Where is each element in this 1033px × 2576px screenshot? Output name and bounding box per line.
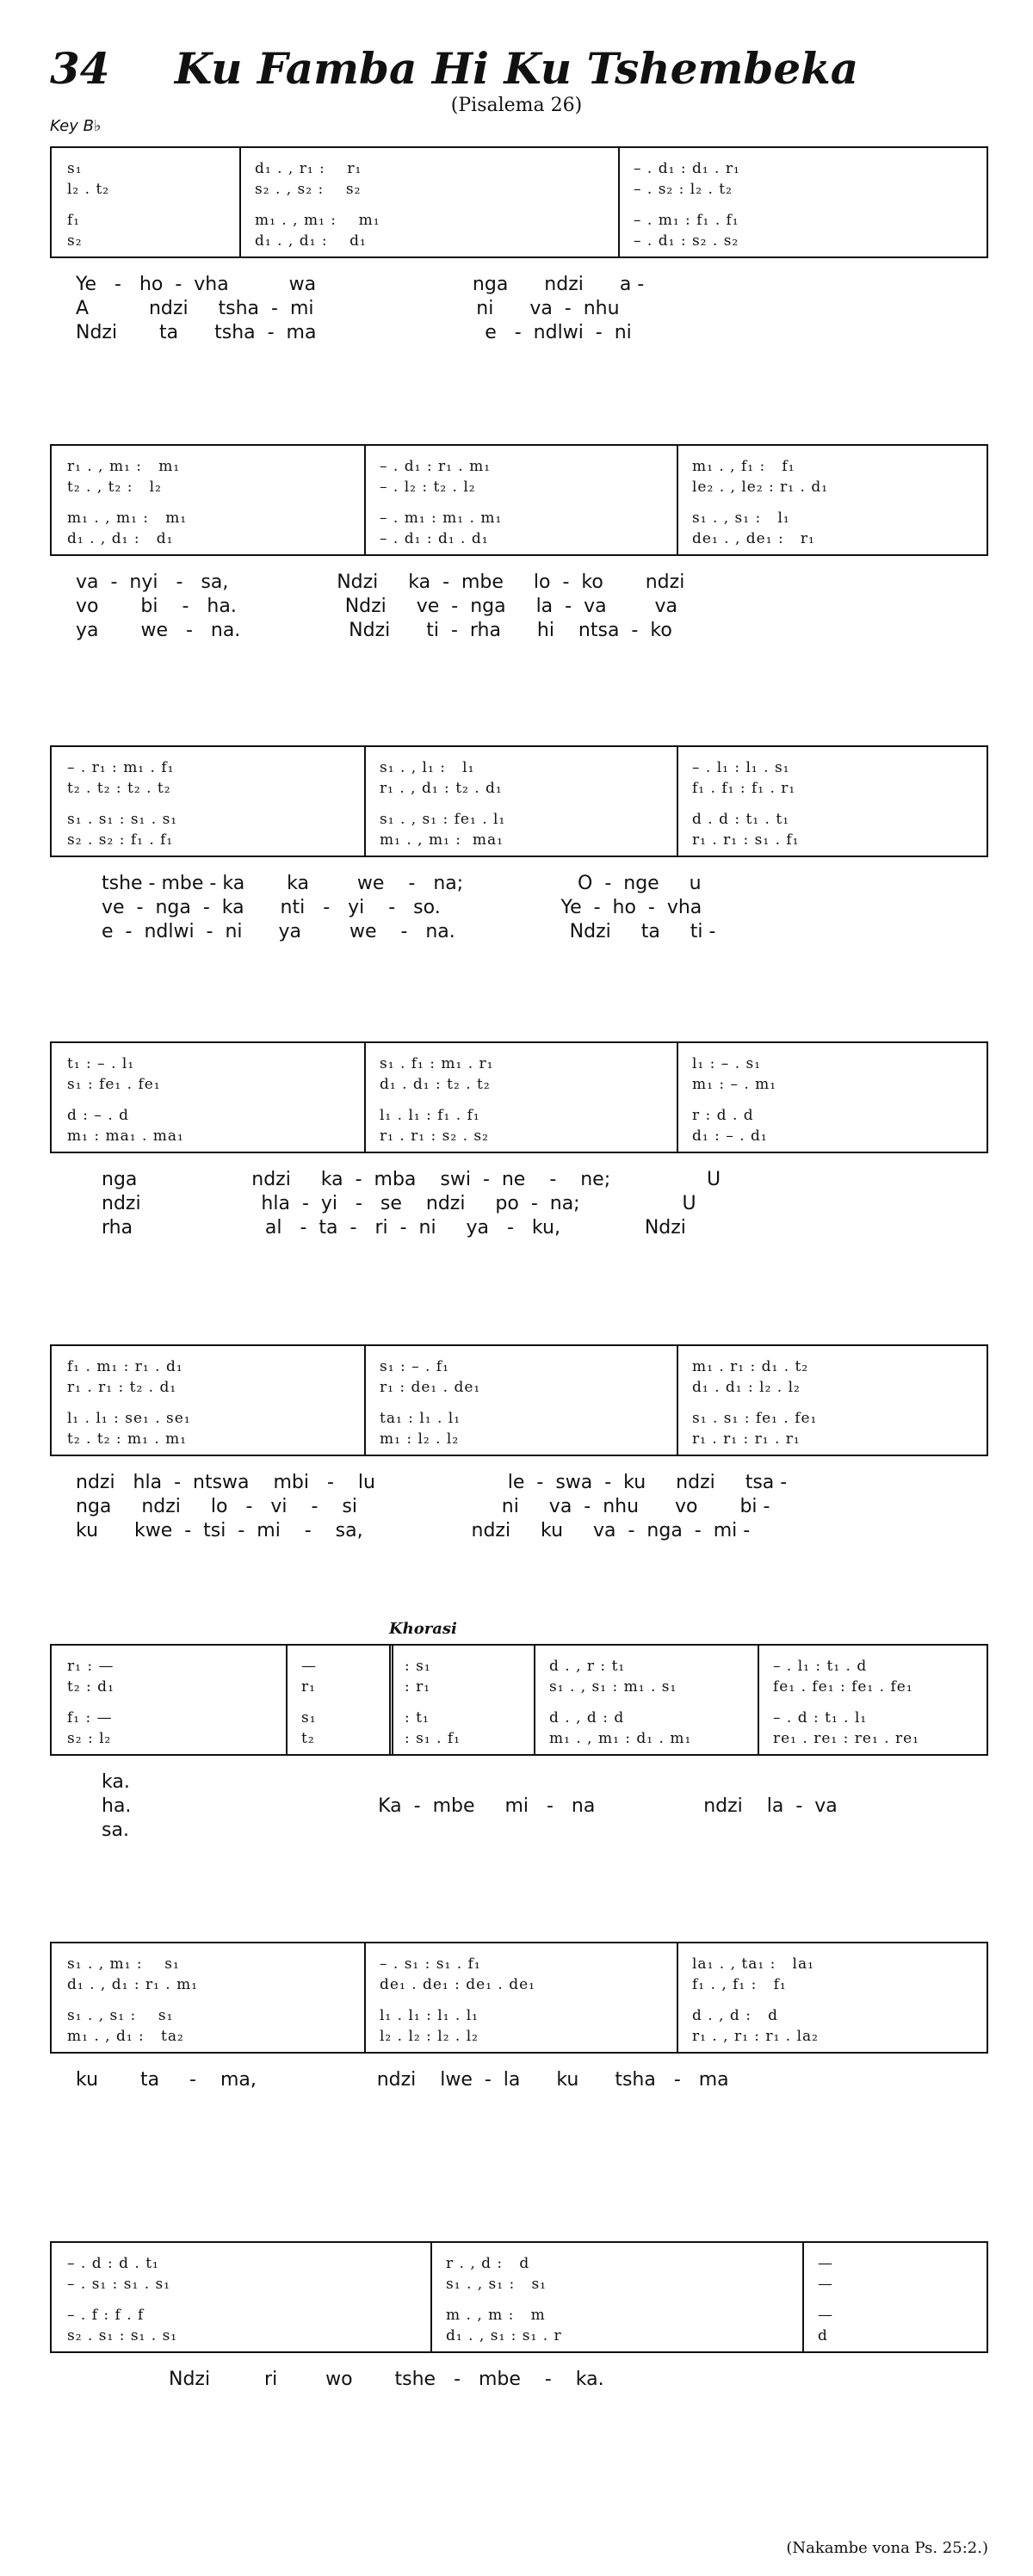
lyric-line: va - nyi - sa, Ndzi ka - mbe lo - ko ndzi <box>76 571 685 593</box>
note-line: d₁ . d₁ : l₂ . l₂ <box>692 1379 801 1396</box>
barline <box>677 446 678 554</box>
note-line: m . , m : m <box>446 2307 546 2324</box>
music-system <box>50 1942 988 2054</box>
note-line: r₁ : — <box>67 1658 114 1675</box>
lyric-line: rha al - ta - ri - ni ya - ku, Ndzi <box>102 1217 686 1239</box>
note-line: — <box>818 2276 833 2293</box>
note-line: m₁ . , m₁ : d₁ . m₁ <box>549 1730 692 1747</box>
note-line: s₂ . , s₂ : s₂ <box>255 181 362 198</box>
barline <box>239 148 241 256</box>
lyric-line: vo bi - ha. Ndzi ve - nga la - va va <box>76 596 678 617</box>
music-system <box>50 1644 988 1756</box>
note-line: – . m₁ : f₁ . f₁ <box>634 212 739 229</box>
lyric-line: sa. <box>102 1819 129 1841</box>
note-line: : t₁ <box>405 1709 430 1727</box>
note-line: s₂ <box>67 232 83 250</box>
barline <box>618 148 620 256</box>
lyric-line: ha. Ka - mbe mi - na ndzi la - va <box>102 1795 838 1817</box>
barline <box>364 1943 366 2052</box>
lyric-line: ndzi hla - ntswa mbi - lu le - swa - ku ndzi tsa - <box>76 1472 788 1493</box>
note-line: r : d . d <box>692 1107 754 1124</box>
note-line: r₁ : de₁ . de₁ <box>380 1379 481 1396</box>
note-line: l₁ : – . s₁ <box>692 1055 762 1072</box>
note-line: la₁ . , ta₁ : la₁ <box>692 1955 814 1973</box>
barline <box>389 1646 393 1754</box>
lyric-line: ku ta - ma, ndzi lwe - la ku tsha - ma <box>76 2069 729 2091</box>
note-line: m₁ : – . m₁ <box>692 1076 777 1093</box>
note-line: l₁ . l₁ : se₁ . se₁ <box>67 1410 191 1427</box>
note-line: m₁ . , m₁ : ma₁ <box>380 831 504 849</box>
key-signature: Key B♭ <box>50 117 102 135</box>
note-line: t₂ . t₂ : m₁ . m₁ <box>67 1430 188 1448</box>
note-line: m₁ : ma₁ . ma₁ <box>67 1127 184 1145</box>
note-line: t₂ . , t₂ : l₂ <box>67 479 162 496</box>
lyric-line: ve - nga - ka nti - yi - so. Ye - ho - vha <box>102 897 702 918</box>
lyric-line: ya we - na. Ndzi ti - rha hi ntsa - ko <box>76 620 672 641</box>
note-line: f₁ : — <box>67 1709 113 1727</box>
barline <box>534 1646 535 1754</box>
barline <box>677 1346 678 1455</box>
note-line: m₁ . , d₁ : ta₂ <box>67 2028 184 2045</box>
note-line: fe₁ . fe₁ : fe₁ . fe₁ <box>773 1678 913 1696</box>
note-line: r₁ <box>301 1678 316 1696</box>
barline <box>677 1043 678 1152</box>
note-line: l₁ . l₁ : f₁ . f₁ <box>380 1107 480 1124</box>
note-line: t₂ : d₁ <box>67 1678 114 1696</box>
note-line: ta₁ : l₁ . l₁ <box>380 1410 461 1427</box>
hymn-title: Ku Famba Hi Ku Tshembeka <box>174 43 859 94</box>
note-line: s₁ . , s₁ : m₁ . s₁ <box>549 1678 677 1696</box>
note-line: s₂ . s₂ : f₁ . f₁ <box>67 831 174 849</box>
note-line: d₁ . , d₁ : d₁ <box>67 530 174 547</box>
lyric-line: Ndzi ta tsha - ma e - ndlwi - ni <box>76 322 632 343</box>
note-line: re₁ . re₁ : re₁ . re₁ <box>773 1730 919 1747</box>
note-line: d <box>818 2327 828 2344</box>
barline <box>677 747 678 856</box>
music-system <box>50 146 988 258</box>
note-line: f₁ <box>67 212 81 229</box>
barline <box>364 1346 366 1455</box>
note-line: m₁ . , m₁ : m₁ <box>67 510 188 527</box>
note-line: d₁ . , s₁ : s₁ . r <box>446 2327 562 2344</box>
note-line: t₁ : – . l₁ <box>67 1055 135 1072</box>
music-system <box>50 2241 988 2353</box>
note-line: : s₁ <box>405 1658 431 1675</box>
lyric-line: A ndzi tsha - mi ni va - nhu <box>76 298 620 319</box>
note-line: – . l₁ : l₁ . s₁ <box>692 759 790 776</box>
note-line: l₁ . l₁ : l₁ . l₁ <box>380 2007 479 2024</box>
note-line: — <box>818 2307 833 2324</box>
barline <box>677 1943 678 2052</box>
note-line: – . s₁ : s₁ . f₁ <box>380 1955 481 1973</box>
note-line: : r₁ <box>405 1678 431 1696</box>
note-line: d . d : t₁ . t₁ <box>692 811 790 828</box>
note-line: s₁ . , s₁ : l₁ <box>692 510 790 527</box>
note-line: r₁ . r₁ : s₂ . s₂ <box>380 1127 489 1145</box>
note-line: f₁ . , f₁ : f₁ <box>692 1976 787 1993</box>
footer-note: (Nakambe vona Ps. 25:2.) <box>786 2539 988 2557</box>
note-line: s₁ . s₁ : fe₁ . fe₁ <box>692 1410 818 1427</box>
note-line: — <box>818 2255 833 2272</box>
note-line: r₁ . r₁ : t₂ . d₁ <box>67 1379 177 1396</box>
note-line: d₁ . , d₁ : r₁ . m₁ <box>67 1976 199 1993</box>
note-line: r₁ . , d₁ : t₂ . d₁ <box>380 780 503 797</box>
lyric-line: ndzi hla - yi - se ndzi po - na; U <box>102 1193 696 1214</box>
note-line: d₁ : – . d₁ <box>692 1127 768 1145</box>
note-line: m₁ . r₁ : d₁ . t₂ <box>692 1358 809 1375</box>
lyric-line: tshe - mbe - ka ka we - na; O - nge u <box>102 873 702 894</box>
note-line: s₁ . , l₁ : l₁ <box>380 759 475 776</box>
note-line: s₁ <box>301 1709 317 1727</box>
note-line: – . d₁ : d₁ . r₁ <box>634 160 740 177</box>
barline <box>802 2243 804 2351</box>
note-line: – . l₁ : t₁ . d <box>773 1658 868 1675</box>
note-line: m₁ . , f₁ : f₁ <box>692 458 795 475</box>
note-line: r₁ . , m₁ : m₁ <box>67 458 181 475</box>
note-line: l₂ . t₂ <box>67 181 110 198</box>
note-line: : s₁ . f₁ <box>405 1730 461 1747</box>
note-line: r₁ . , r₁ : r₁ . la₂ <box>692 2028 819 2045</box>
note-line: s₁ . , s₁ : s₁ <box>67 2007 174 2024</box>
note-line: – . l₂ : t₂ . l₂ <box>380 479 476 496</box>
chorus-label: Khorasi <box>389 1620 457 1638</box>
note-line: s₁ . f₁ : m₁ . r₁ <box>380 1055 494 1072</box>
note-line: d : – . d <box>67 1107 130 1124</box>
note-line: d . , d : d <box>692 2007 779 2024</box>
note-line: s₁ . , s₁ : fe₁ . l₁ <box>380 811 506 828</box>
note-line: s₁ . , s₁ : s₁ <box>446 2276 547 2293</box>
note-line: de₁ . , de₁ : r₁ <box>692 530 815 547</box>
note-line: f₁ . f₁ : f₁ . r₁ <box>692 780 796 797</box>
lyric-line: e - ndlwi - ni ya we - na. Ndzi ta ti - <box>102 921 716 942</box>
note-line: f₁ . m₁ : r₁ . d₁ <box>67 1358 183 1375</box>
note-line: d₁ . , r₁ : r₁ <box>255 160 362 177</box>
music-system <box>50 444 988 556</box>
lyric-line: ku kwe - tsi - mi - sa, ndzi ku va - nga - mi - <box>76 1520 751 1541</box>
note-line: s₂ : l₂ <box>67 1730 112 1747</box>
barline <box>364 747 366 856</box>
lyric-line: nga ndzi ka - mba swi - ne - ne; U <box>102 1169 721 1190</box>
note-line: r . , d : d <box>446 2255 530 2272</box>
music-system <box>50 1041 988 1153</box>
note-line: – . d : t₁ . l₁ <box>773 1709 868 1727</box>
note-line: r₁ . r₁ : s₁ . f₁ <box>692 831 800 849</box>
hymn-number: 34 <box>50 43 110 94</box>
barline <box>364 1043 366 1152</box>
note-line: s₂ . s₁ : s₁ . s₁ <box>67 2327 178 2344</box>
note-line: d . , r : t₁ <box>549 1658 626 1675</box>
note-line: – . d₁ : r₁ . m₁ <box>380 458 492 475</box>
note-line: – . d₁ : d₁ . d₁ <box>380 530 489 547</box>
note-line: m₁ : l₂ . l₂ <box>380 1430 460 1448</box>
barline <box>364 446 366 554</box>
note-line: s₁ : – . f₁ <box>380 1358 449 1375</box>
lyric-line: ka. <box>102 1771 130 1793</box>
note-line: le₂ . , le₂ : r₁ . d₁ <box>692 479 829 496</box>
lyric-line: Ye - ho - vha wa nga ndzi a - <box>76 274 645 295</box>
music-system <box>50 1344 988 1456</box>
note-line: de₁ . de₁ : de₁ . de₁ <box>380 1976 535 1993</box>
lyric-line: Ndzi ri wo tshe - mbe - ka. <box>169 2369 604 2390</box>
note-line: – . r₁ : m₁ . f₁ <box>67 759 175 776</box>
barline <box>286 1646 288 1754</box>
note-line: – . f : f . f <box>67 2307 145 2324</box>
barline <box>758 1646 759 1754</box>
note-line: – . s₁ : s₁ . s₁ <box>67 2276 171 2293</box>
note-line: – . d : d . t₁ <box>67 2255 159 2272</box>
note-line: s₁ . s₁ : s₁ . s₁ <box>67 811 178 828</box>
note-line: – . s₂ : l₂ . t₂ <box>634 181 733 198</box>
note-line: m₁ . , m₁ : m₁ <box>255 212 380 229</box>
note-line: s₁ : fe₁ . fe₁ <box>67 1076 161 1093</box>
note-line: s₁ . , m₁ : s₁ <box>67 1955 180 1973</box>
note-line: s₁ <box>67 160 83 177</box>
note-line: t₂ . t₂ : t₂ . t₂ <box>67 780 171 797</box>
note-line: d₁ . d₁ : t₂ . t₂ <box>380 1076 491 1093</box>
note-line: r₁ . r₁ : r₁ . r₁ <box>692 1430 801 1448</box>
note-line: d₁ . , d₁ : d₁ <box>255 232 367 250</box>
music-system <box>50 745 988 857</box>
note-line: t₂ <box>301 1730 315 1747</box>
barline <box>430 2243 432 2351</box>
note-line: — <box>301 1658 317 1675</box>
lyric-line: nga ndzi lo - vi - si ni va - nhu vo bi - <box>76 1496 770 1517</box>
note-line: l₂ . l₂ : l₂ . l₂ <box>380 2028 479 2045</box>
note-line: d . , d : d <box>549 1709 625 1727</box>
hymn-subtitle: (Pisalema 26) <box>450 95 583 116</box>
note-line: – . m₁ : m₁ . m₁ <box>380 510 503 527</box>
note-line: – . d₁ : s₂ . s₂ <box>634 232 739 250</box>
